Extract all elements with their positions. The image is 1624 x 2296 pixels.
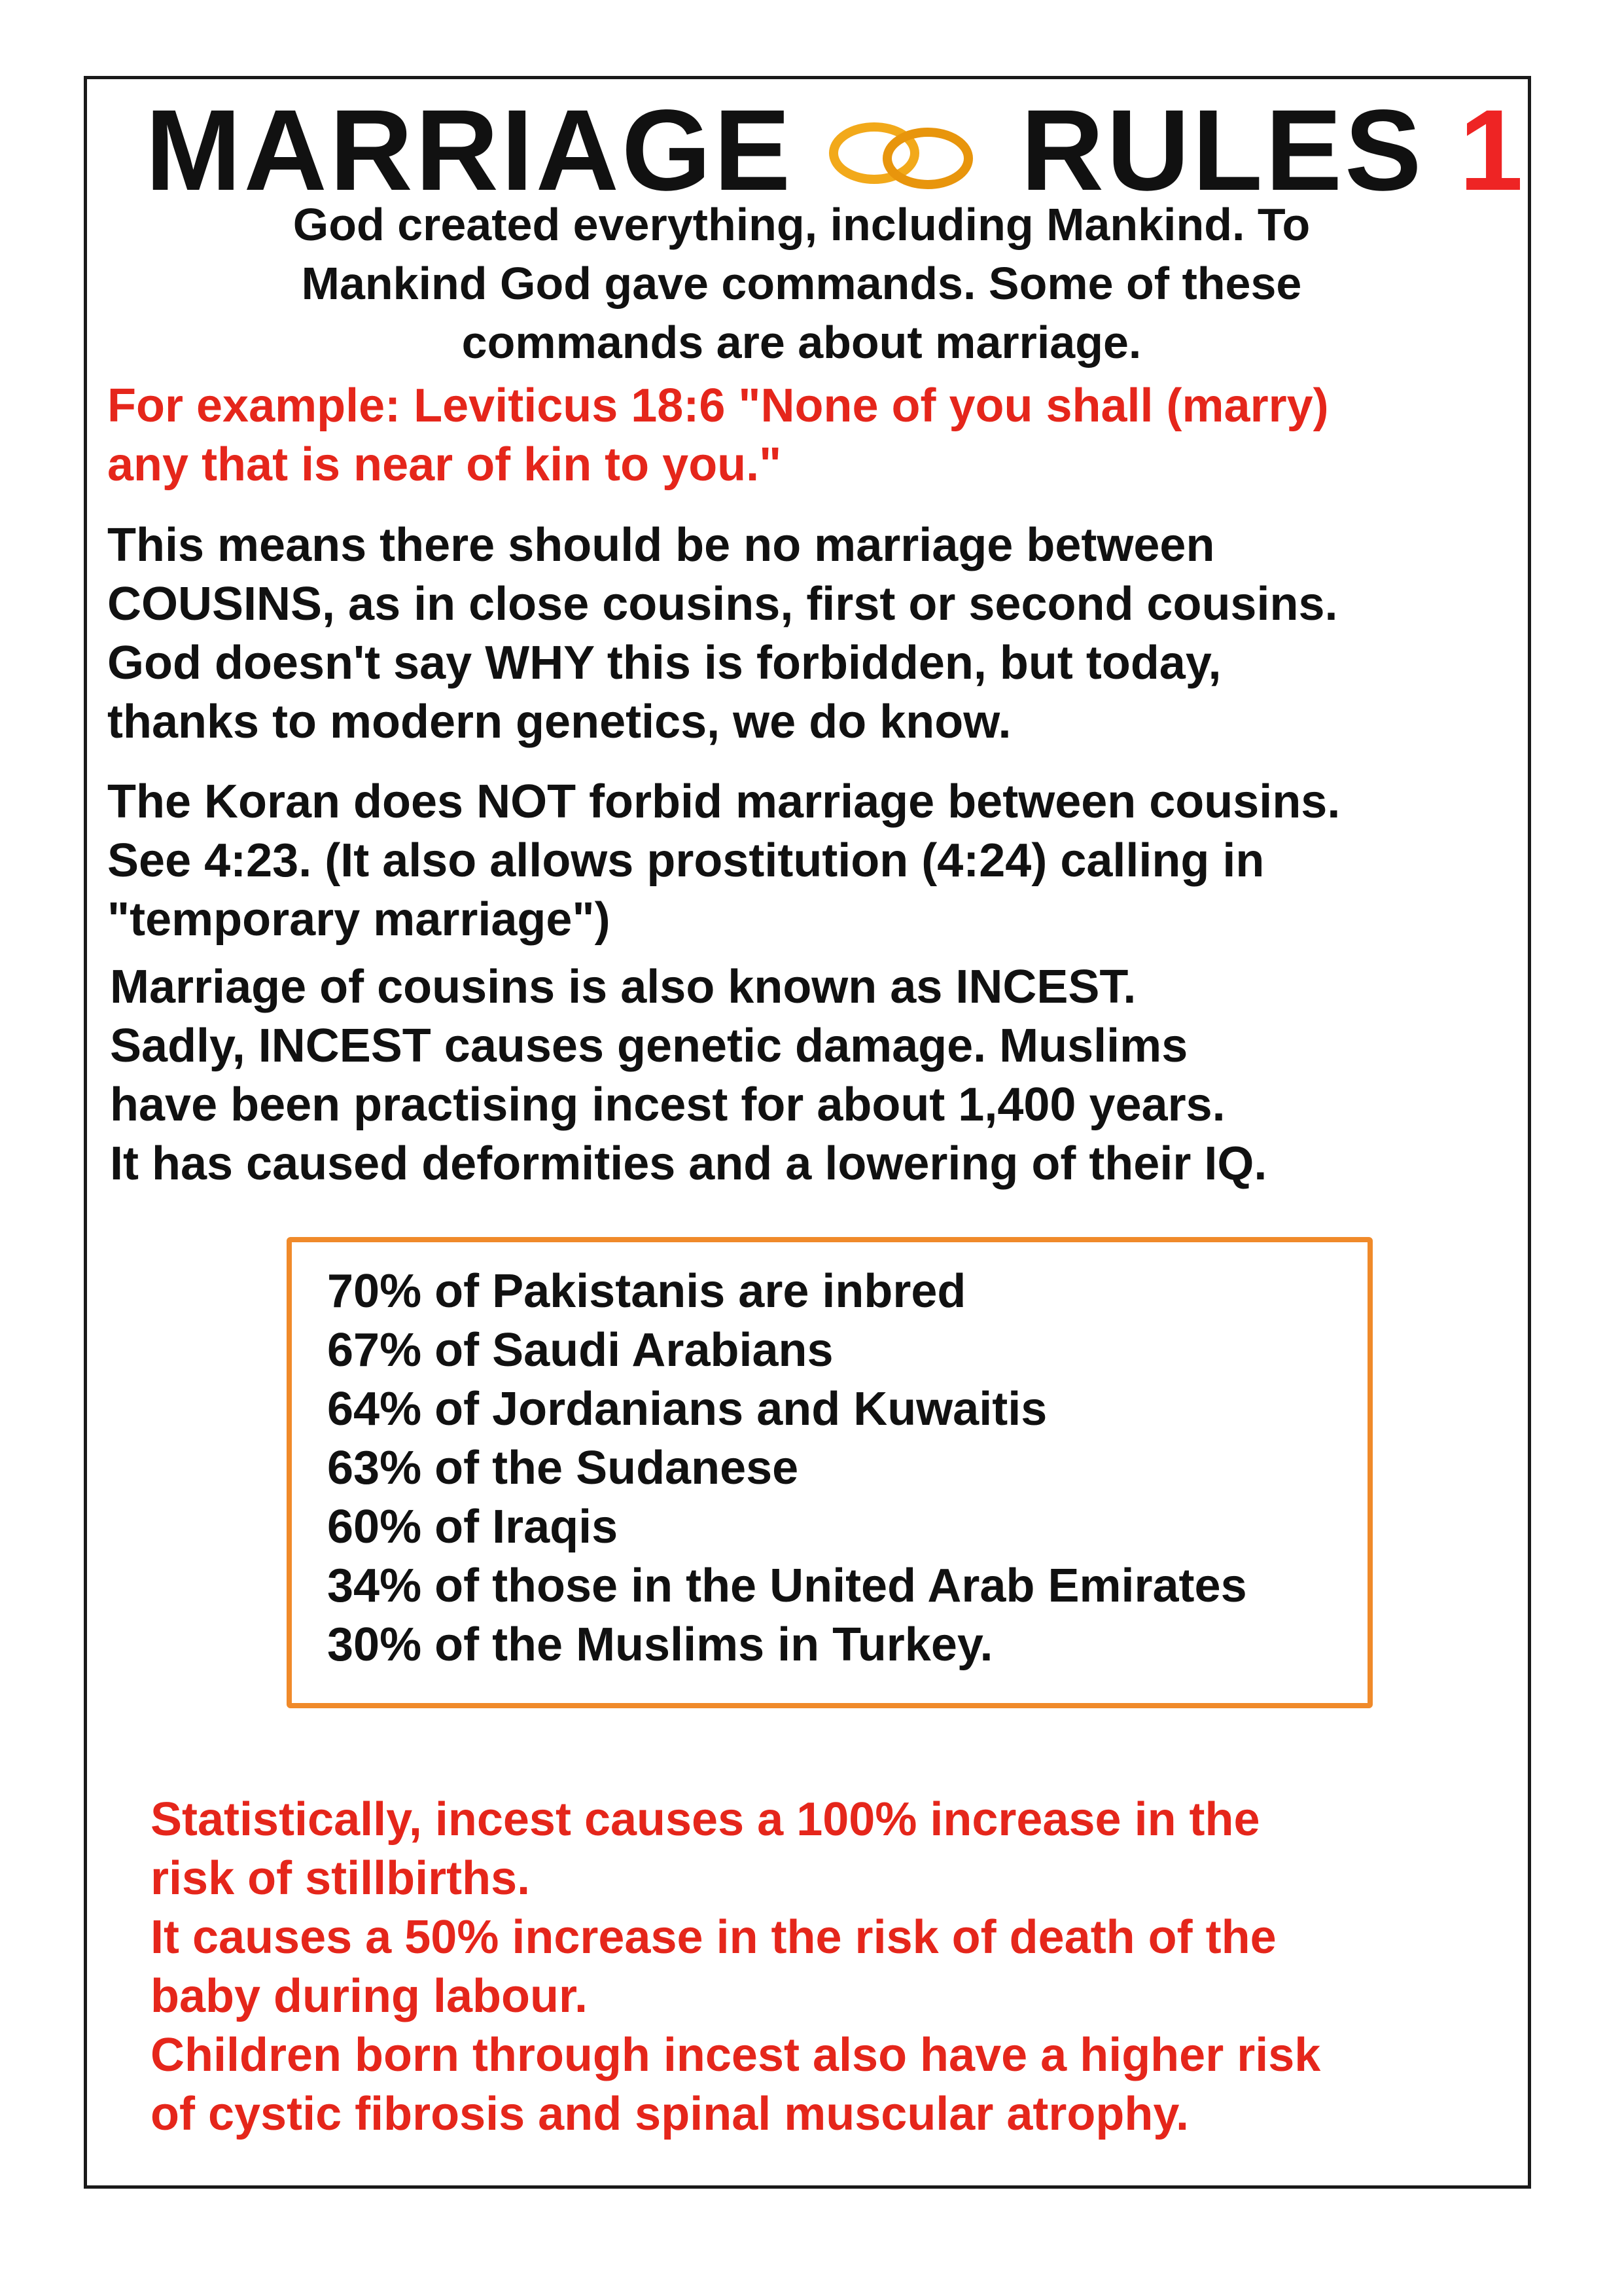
koran-line: "temporary marriage") xyxy=(107,893,610,946)
meaning-line: God doesn't say WHY this is forbidden, but today, xyxy=(107,637,1222,689)
title-number: 1 xyxy=(1459,86,1523,215)
koran-paragraph xyxy=(107,772,1501,949)
closing-line: Children born through incest also have a higher risk xyxy=(150,2029,1321,2081)
statistic-item: 63% of the Sudanese xyxy=(327,1442,799,1494)
intro-line: God created everything, including Mankind. To xyxy=(292,199,1311,250)
statistic-item: 70% of Pakistanis are inbred xyxy=(327,1265,966,1318)
intro-line: commands are about marriage. xyxy=(461,317,1142,368)
closing-line: baby during labour. xyxy=(150,1970,588,2022)
koran-line: See 4:23. (It also allows prostitution (4:24) calling in xyxy=(107,834,1265,887)
intro-paragraph xyxy=(196,195,1407,372)
statistic-item: 64% of Jordanians and Kuwaitis xyxy=(327,1383,1048,1435)
meaning-paragraph xyxy=(107,516,1501,751)
incest-line: Sadly, INCEST causes genetic damage. Muslims xyxy=(110,1020,1188,1072)
title-word-rules: RULES xyxy=(1021,86,1424,215)
incest-paragraph xyxy=(110,958,1504,1193)
statistic-item: 30% of the Muslims in Turkey. xyxy=(327,1619,993,1671)
example-line: For example: Leviticus 18:6 "None of you shall (marry) xyxy=(107,380,1329,432)
closing-line: It causes a 50% increase in the risk of death of the xyxy=(150,1911,1277,1964)
closing-line: of cystic fibrosis and spinal muscular atrophy. xyxy=(150,2088,1190,2140)
incest-line: have been practising incest for about 1,400 years. xyxy=(110,1079,1226,1131)
meaning-line: thanks to modern genetics, we do know. xyxy=(107,696,1012,748)
incest-line: It has caused deformities and a lowering of their IQ. xyxy=(110,1138,1267,1190)
statistic-item: 67% of Saudi Arabians xyxy=(327,1324,834,1376)
title-word-marriage: MARRIAGE xyxy=(145,86,794,215)
closing-line: risk of stillbirths. xyxy=(150,1852,531,1905)
leviticus-example xyxy=(107,376,1501,494)
example-line: any that is near of kin to you." xyxy=(107,439,782,491)
closing-line: Statistically, incest causes a 100% increase in the xyxy=(150,1793,1260,1846)
intro-line: Mankind God gave commands. Some of these xyxy=(301,258,1302,309)
meaning-line: COUSINS, as in close cousins, first or second cousins. xyxy=(107,578,1338,630)
koran-line: The Koran does NOT forbid marriage between cousins. xyxy=(107,776,1341,828)
closing-paragraph xyxy=(150,1790,1498,2144)
statistic-item: 60% of Iraqis xyxy=(327,1501,618,1553)
statistic-item: 34% of those in the United Arab Emirates xyxy=(327,1560,1247,1612)
meaning-line: This means there should be no marriage between xyxy=(107,519,1215,571)
incest-line: Marriage of cousins is also known as INCEST. xyxy=(110,961,1137,1013)
statistics-list xyxy=(327,1262,1247,1674)
wedding-rings-icon xyxy=(823,119,980,191)
